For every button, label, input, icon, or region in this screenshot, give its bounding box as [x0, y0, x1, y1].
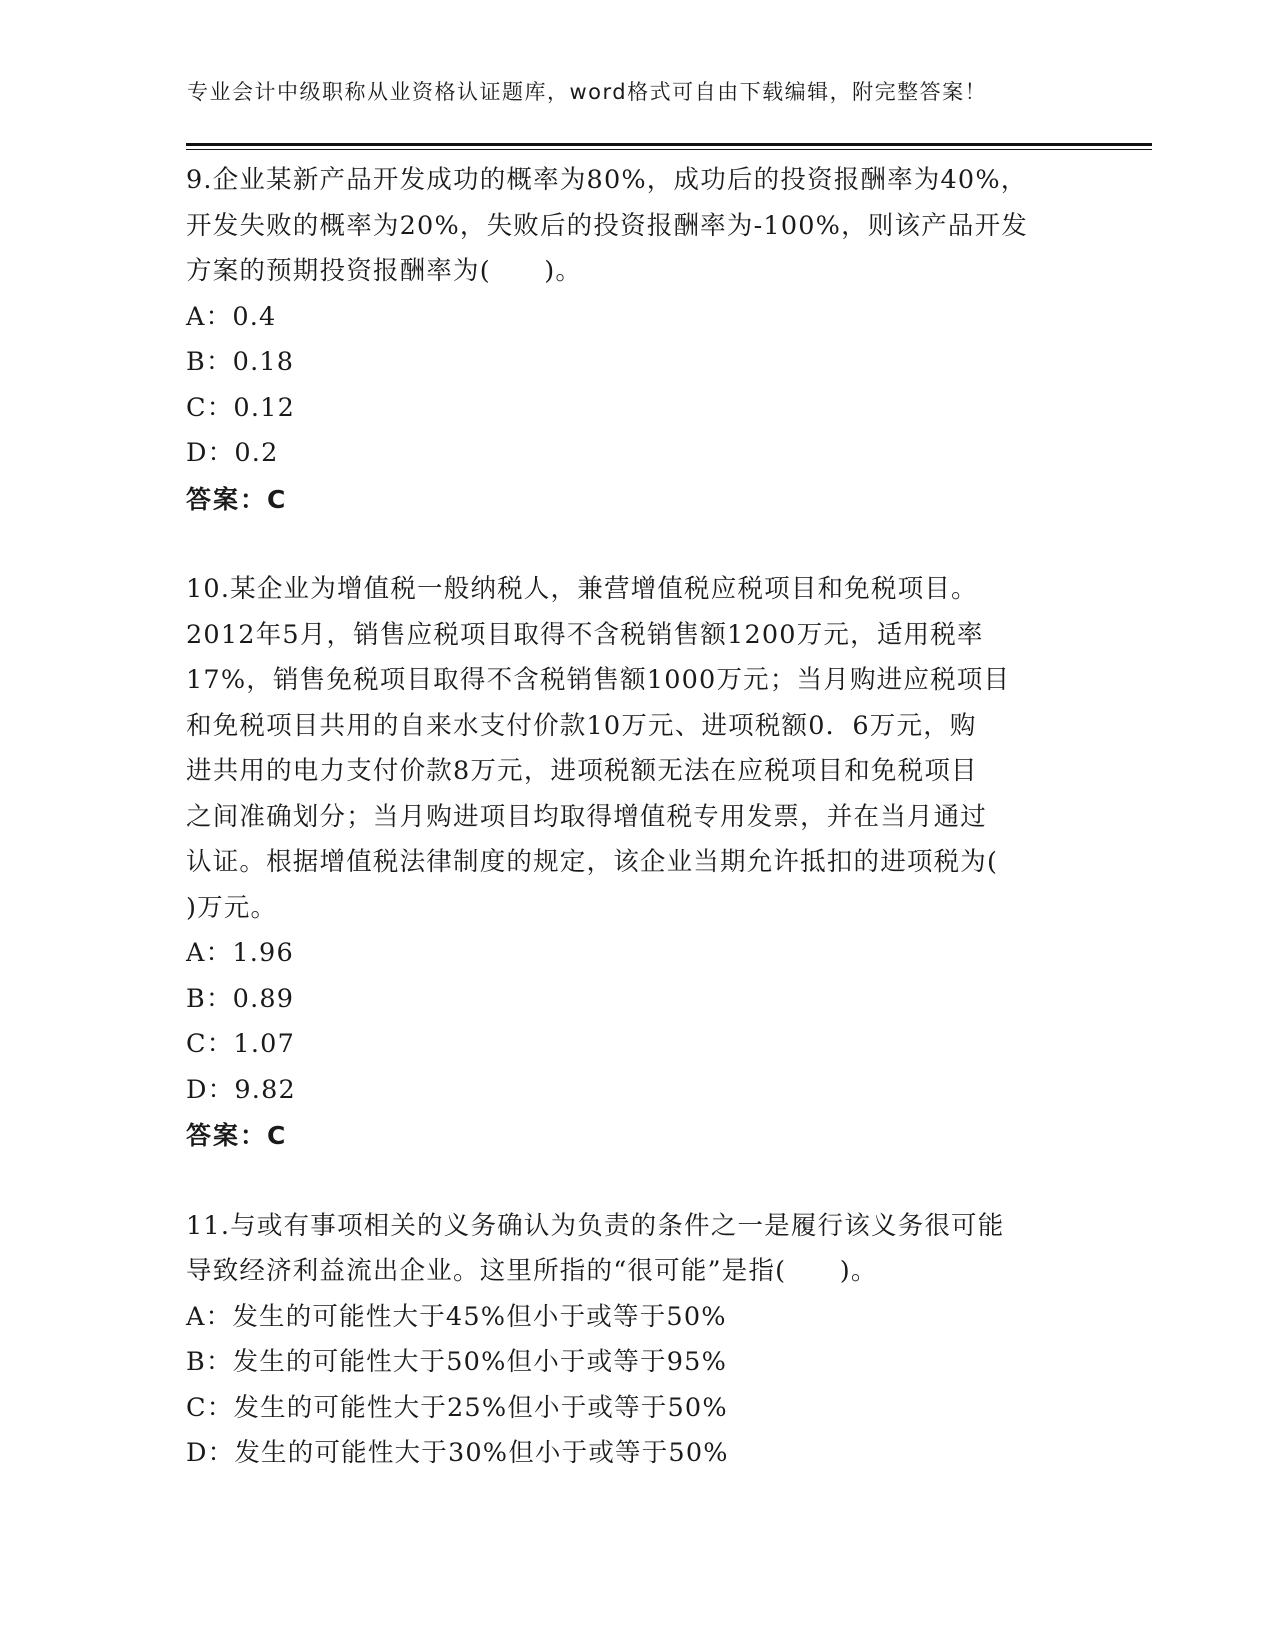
question-text-line: 之间准确划分；当月购进项目均取得增值税专用发票，并在当月通过 — [186, 801, 988, 832]
question-list — [186, 158, 1076, 1477]
header-rule-thick — [186, 143, 1152, 146]
option-d: D：0.2 — [186, 438, 279, 468]
question-text-line: )万元。 — [186, 892, 278, 923]
option-d: D：9.82 — [186, 1074, 296, 1105]
question-spacer — [186, 522, 1076, 567]
question-text-line: 认证。根据增值税法律制度的规定，该企业当期允许抵扣的进项税为( — [186, 847, 999, 877]
question-text-line: 17%，销售免税项目取得不含税销售额1000万元；当月购进应税项目 — [186, 665, 1011, 695]
question-9 — [186, 158, 1076, 522]
option-c: C：0.12 — [186, 392, 295, 423]
option-a: A：0.4 — [186, 301, 277, 332]
option-c: C：1.07 — [186, 1029, 295, 1059]
option-b: B：0.18 — [186, 347, 295, 377]
question-text-line: 和免税项目共用的自来水支付价款10万元、进项税额0．6万元，购 — [186, 710, 977, 741]
question-text-line: 进共用的电力支付价款8万元，进项税额无法在应税项目和免税项目 — [186, 756, 978, 786]
question-text-line: 10.某企业为增值税一般纳税人，兼营增值税应税项目和免税项目。 — [186, 574, 978, 604]
question-10 — [186, 567, 1076, 1159]
answer-label: 答案：C — [186, 1121, 288, 1150]
option-b: B：0.89 — [186, 983, 295, 1014]
option-a: A：1.96 — [186, 938, 294, 968]
question-spacer — [186, 1159, 1076, 1204]
page-header: 专业会计中级职称从业资格认证题库，word格式可自由下载编辑，附完整答案！ — [187, 80, 988, 104]
option-b: B：发生的可能性大于50%但小于或等于95% — [186, 1347, 727, 1377]
answer-label: 答案：C — [186, 484, 288, 514]
header-rule-thin — [186, 149, 1152, 150]
question-text-line: 11.与或有事项相关的义务确认为负责的条件之一是履行该义务很可能 — [186, 1210, 1005, 1241]
question-text-line: 2012年5月，销售应税项目取得不含税销售额1200万元，适用税率 — [186, 619, 984, 650]
question-11 — [186, 1204, 1076, 1477]
option-c: C：发生的可能性大于25%但小于或等于50% — [186, 1392, 728, 1423]
option-a: A：发生的可能性大于45%但小于或等于50% — [186, 1301, 727, 1332]
question-text-line: 9.企业某新产品开发成功的概率为80%，成功后的投资报酬率为40%， — [186, 165, 1028, 195]
option-d: D：发生的可能性大于30%但小于或等于50% — [186, 1438, 729, 1468]
question-text-line: 导致经济利益流出企业。这里所指的“很可能”是指( )。 — [186, 1256, 878, 1286]
question-text-line: 开发失败的概率为20%，失败后的投资报酬率为-100%，则该产品开发 — [186, 210, 1028, 241]
question-text-line: 方案的预期投资报酬率为( )。 — [186, 256, 583, 286]
